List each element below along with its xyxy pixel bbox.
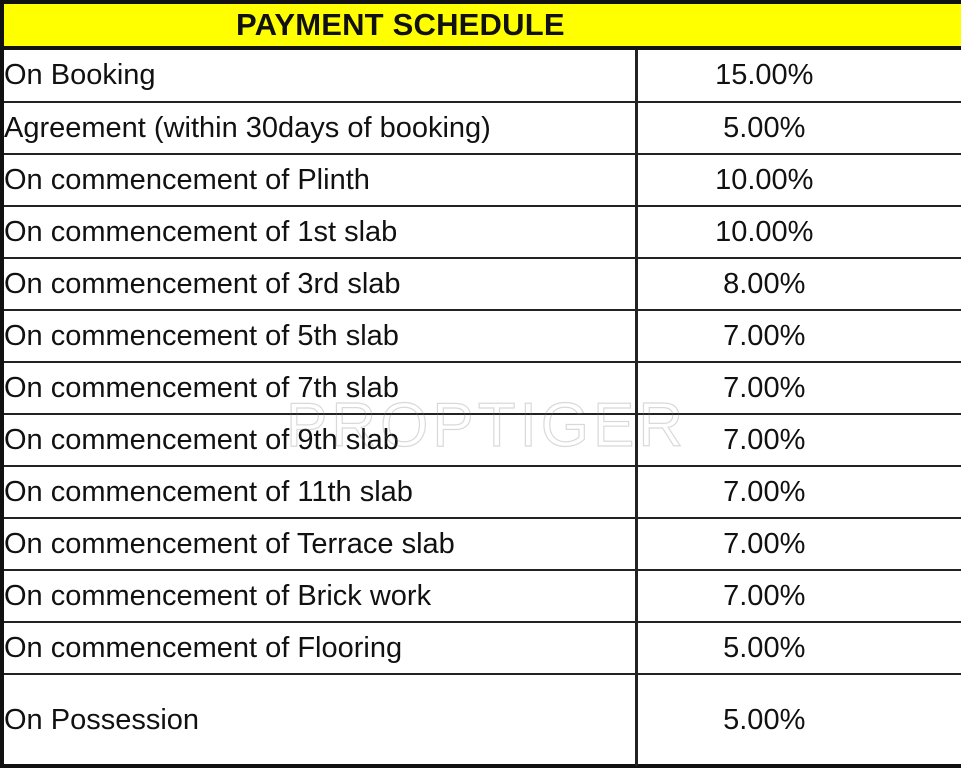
table-row (4, 102, 961, 154)
percent-cell (636, 154, 961, 206)
percent-cell (636, 258, 961, 310)
stage-cell: On commencement of Terrace slab (4, 518, 636, 570)
stage-cell: On commencement of Plinth (4, 154, 636, 206)
schedule-table-body (4, 50, 961, 766)
percent-value: 5.00% (723, 704, 806, 736)
percent-value: 7.00% (723, 371, 806, 404)
table-row (4, 258, 961, 310)
percent-value: 10.00% (715, 163, 814, 196)
percent-value: 15.00% (715, 59, 814, 91)
stage-cell: On commencement of 5th slab (4, 310, 636, 362)
stage-cell: On Possession (4, 674, 636, 766)
stage-cell: On commencement of 3rd slab (4, 258, 636, 310)
stage-cell: On commencement of Brick work (4, 570, 636, 622)
percent-cell (636, 466, 961, 518)
percent-cell (636, 622, 961, 674)
percent-value: 7.00% (723, 423, 806, 456)
percent-cell (636, 310, 961, 362)
table-row (4, 466, 961, 518)
stage-cell: On commencement of 7th slab (4, 362, 636, 414)
percent-cell (636, 570, 961, 622)
table-row (4, 310, 961, 362)
page-title: PAYMENT SCHEDULE (236, 7, 565, 42)
table-row (4, 570, 961, 622)
table-row (4, 674, 961, 766)
percent-value: 5.00% (723, 111, 806, 144)
stage-cell: Agreement (within 30days of booking) (4, 102, 636, 154)
table-row (4, 154, 961, 206)
percent-cell (636, 518, 961, 570)
table-row (4, 362, 961, 414)
percent-value: 8.00% (723, 267, 806, 300)
stage-cell: On commencement of 11th slab (4, 466, 636, 518)
schedule-header (4, 4, 961, 50)
percent-cell (636, 362, 961, 414)
percent-value: 5.00% (723, 631, 806, 664)
table-row (4, 414, 961, 466)
percent-cell (636, 50, 961, 102)
stage-cell: On commencement of 1st slab (4, 206, 636, 258)
percent-cell (636, 414, 961, 466)
percent-value: 7.00% (723, 319, 806, 352)
percent-value: 7.00% (723, 475, 806, 508)
stage-cell: On Booking (4, 50, 636, 102)
stage-cell: On commencement of Flooring (4, 622, 636, 674)
table-row (4, 50, 961, 102)
table-row (4, 518, 961, 570)
watermark-logo: PROPTIGER (286, 391, 688, 460)
percent-value: 10.00% (715, 215, 814, 248)
percent-value: 7.00% (723, 579, 806, 612)
table-row (4, 622, 961, 674)
percent-cell (636, 102, 961, 154)
stage-cell: On commencement of 9th slab (4, 414, 636, 466)
payment-schedule-table (4, 50, 961, 766)
percent-cell (636, 206, 961, 258)
percent-cell (636, 674, 961, 766)
percent-value: 7.00% (723, 527, 806, 560)
table-row (4, 206, 961, 258)
